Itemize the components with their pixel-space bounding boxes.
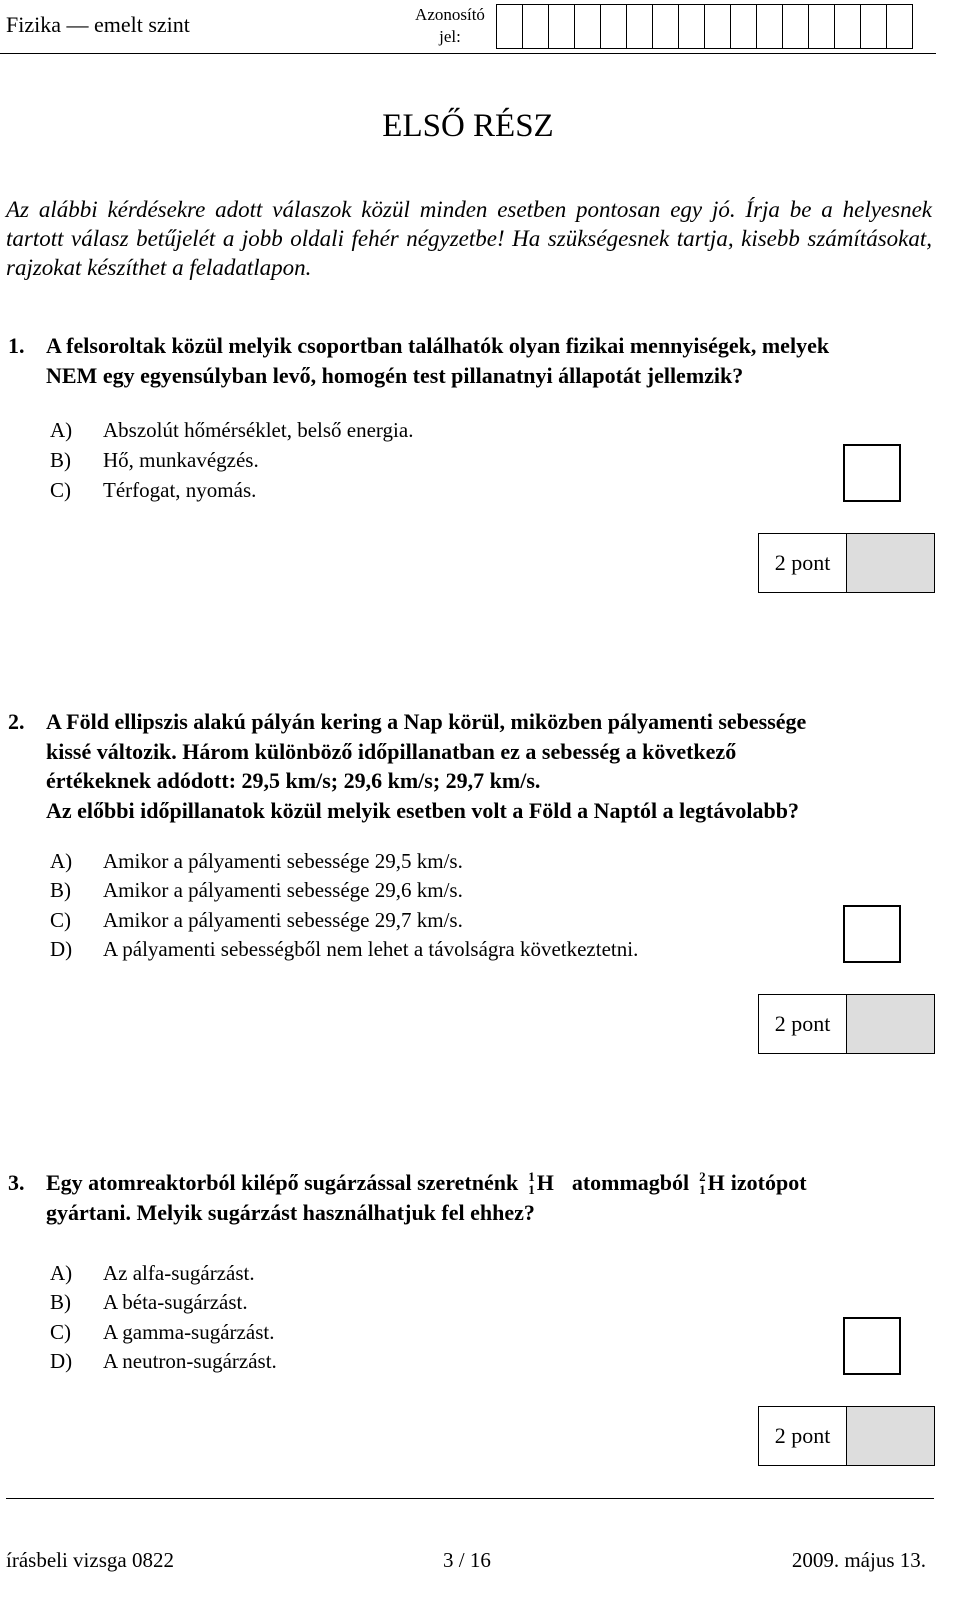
mass-number: 1 — [528, 1168, 535, 1184]
isotope-h1 — [528, 1168, 554, 1198]
atomic-number: 1 — [528, 1181, 535, 1197]
question-text-line: A Föld ellipszis alakú pályán kering a Nap körül, miközben pályamenti sebessége — [46, 709, 807, 734]
option-text: Hő, munkavégzés. — [103, 448, 259, 472]
question-text-part: izotópot — [730, 1170, 807, 1195]
option-label: C) — [50, 1320, 71, 1344]
option-text: Amikor a pályamenti sebessége 29,7 km/s. — [103, 908, 463, 932]
id-label — [408, 4, 492, 48]
option-label: A) — [50, 1261, 73, 1285]
atomic-number: 1 — [699, 1181, 706, 1197]
id-digit-box[interactable] — [548, 4, 575, 49]
answer-box-3[interactable] — [843, 1317, 901, 1375]
points-box-2 — [758, 994, 935, 1054]
question-3 — [8, 1168, 924, 1227]
id-digit-box[interactable] — [886, 4, 913, 49]
option-a — [50, 1259, 255, 1288]
id-digit-box[interactable] — [496, 4, 523, 49]
points-label: 2 pont — [759, 534, 847, 592]
id-label-line1: Azonosító — [415, 5, 485, 24]
option-c — [50, 906, 463, 935]
option-label: B) — [50, 878, 71, 902]
option-b — [50, 876, 463, 905]
answer-box-2[interactable] — [843, 905, 901, 963]
id-digit-box[interactable] — [600, 4, 627, 49]
element-symbol: H — [707, 1170, 725, 1195]
option-a — [50, 416, 413, 445]
id-digit-box[interactable] — [652, 4, 679, 49]
option-text: Térfogat, nyomás. — [103, 478, 257, 502]
question-text-line: A felsoroltak közül melyik csoportban találhatók olyan fizikai mennyiségek, melyek — [46, 333, 830, 358]
option-label: D) — [50, 937, 73, 961]
question-text-part: Egy atomreaktorból kilépő sugárzással szeretnénk — [46, 1170, 519, 1195]
points-score-field[interactable] — [847, 534, 934, 592]
footer-left: írásbeli vizsga 0822 — [6, 1548, 174, 1572]
header-divider — [0, 53, 936, 54]
id-digit-box[interactable] — [626, 4, 653, 49]
question-2 — [8, 707, 924, 825]
id-digit-box[interactable] — [522, 4, 549, 49]
option-label: A) — [50, 418, 73, 442]
header-title: Fizika — emelt szint — [6, 12, 190, 37]
question-text-line: NEM egy egyensúlyban levő, homogén test pillanatnyi állapotát jellemzik? — [46, 362, 744, 388]
option-label: C) — [50, 478, 71, 502]
option-a — [50, 847, 463, 876]
id-digit-box[interactable] — [756, 4, 783, 49]
footer-date: 2009. május 13. — [791, 1548, 926, 1572]
option-d — [50, 935, 638, 964]
option-label: B) — [50, 1290, 71, 1314]
id-digit-box[interactable] — [574, 4, 601, 49]
option-b — [50, 1288, 248, 1317]
option-c — [50, 1318, 274, 1347]
question-number: 1. — [8, 333, 25, 358]
option-text: A pályamenti sebességből nem lehet a távolságra következtetni. — [103, 937, 639, 961]
id-digit-box[interactable] — [860, 4, 887, 49]
option-text: Amikor a pályamenti sebessége 29,5 km/s. — [103, 849, 463, 873]
id-digit-box[interactable] — [834, 4, 861, 49]
question-number: 2. — [8, 709, 25, 734]
option-label: D) — [50, 1349, 73, 1373]
question-text-line: kissé változik. Három különböző időpillanatban ez a sebesség a következő — [46, 738, 737, 764]
points-score-field[interactable] — [847, 995, 934, 1053]
option-text: Abszolút hőmérséklet, belső energia. — [103, 418, 414, 442]
option-text: A béta-sugárzást. — [103, 1290, 248, 1314]
element-symbol: H — [536, 1170, 554, 1195]
option-c — [50, 476, 256, 505]
footer-page-number: 3 / 16 — [443, 1548, 491, 1572]
points-box-3 — [758, 1406, 935, 1466]
option-label: B) — [50, 448, 71, 472]
isotope-h2 — [699, 1168, 725, 1198]
option-label: A) — [50, 849, 73, 873]
option-text: Amikor a pályamenti sebessége 29,6 km/s. — [103, 878, 463, 902]
question-text-line: értékeknek adódott: 29,5 km/s; 29,6 km/s; 29,7 km/s. — [46, 768, 541, 793]
id-label-line2: jel: — [439, 27, 461, 46]
option-text: Az alfa-sugárzást. — [103, 1261, 255, 1285]
points-label: 2 pont — [759, 1407, 847, 1465]
option-b — [50, 446, 259, 475]
option-label: C) — [50, 908, 71, 932]
id-digit-box[interactable] — [704, 4, 731, 49]
id-digit-box[interactable] — [730, 4, 757, 49]
points-label: 2 pont — [759, 995, 847, 1053]
points-score-field[interactable] — [847, 1407, 934, 1465]
answer-box-1[interactable] — [843, 444, 901, 502]
footer-divider — [6, 1498, 934, 1499]
id-digit-box[interactable] — [782, 4, 809, 49]
question-text-part: atommagból — [571, 1170, 690, 1195]
mass-number: 2 — [699, 1168, 706, 1184]
option-text: A neutron-sugárzást. — [103, 1349, 277, 1373]
question-text-line: Az előbbi időpillanatok közül melyik esetben volt a Föld a Naptól a legtávolabb? — [46, 797, 799, 823]
question-number: 3. — [8, 1170, 25, 1195]
question-1 — [8, 331, 924, 390]
question-text-line: gyártani. Melyik sugárzást használhatjuk fel ehhez? — [46, 1199, 535, 1225]
id-boxes — [497, 4, 913, 49]
option-text: A gamma-sugárzást. — [103, 1320, 275, 1344]
points-box-1 — [758, 533, 935, 593]
id-digit-box[interactable] — [678, 4, 705, 49]
id-digit-box[interactable] — [808, 4, 835, 49]
instructions: Az alábbi kérdésekre adott válaszok közül minden esetben pontosan egy jó. Írja be a helyesnek tartott válasz betűjelét a jobb oldali fehér négyzetbe! Ha szükségesnek tartja, kisebb számításokat, rajzokat készíthet a feladatlapon. — [6, 197, 932, 280]
part-title: ELSŐ RÉSZ — [382, 108, 554, 144]
option-d — [50, 1347, 277, 1376]
